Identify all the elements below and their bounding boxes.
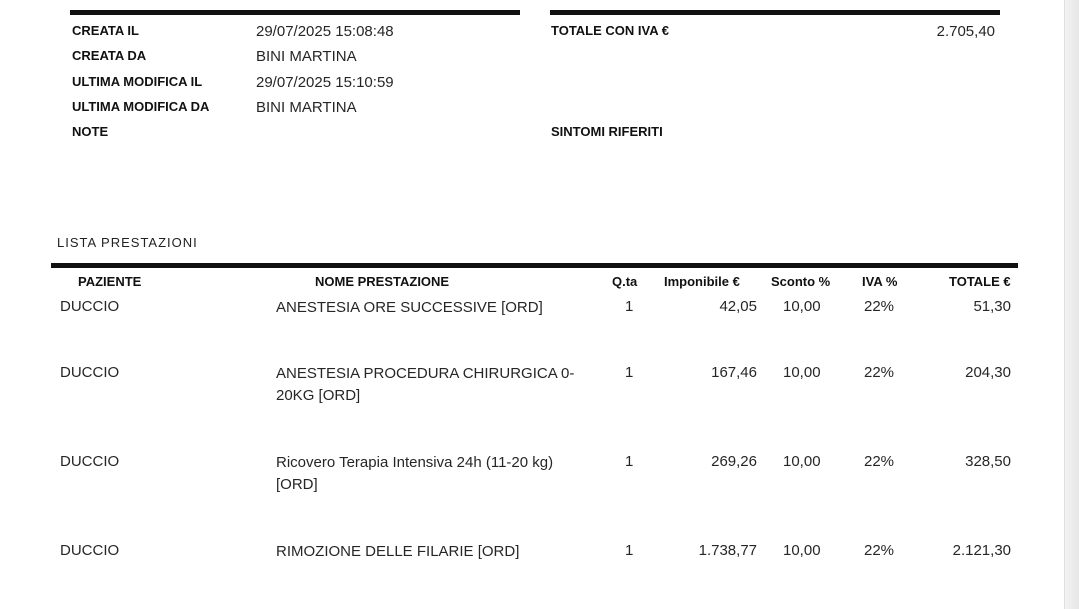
- row-qty: 1: [625, 453, 634, 470]
- total-label: TOTALE CON IVA €: [551, 23, 669, 38]
- modified-on-label: ULTIMA MODIFICA IL: [72, 74, 203, 89]
- row-service: Ricovero Terapia Intensiva 24h (11-20 kg) [ORD]: [276, 454, 554, 493]
- row-patient: DUCCIO: [60, 364, 120, 381]
- row-discount: 10,00: [783, 542, 821, 559]
- row-discount: 10,00: [783, 453, 821, 470]
- row-total: 2.121,30: [952, 542, 1011, 559]
- summary-top-rule: [550, 10, 1000, 15]
- row-qty: 1: [625, 542, 634, 559]
- row-total: 51,30: [973, 298, 1011, 315]
- header-vat: IVA %: [862, 274, 898, 289]
- total-value: 2.705,40: [936, 23, 995, 40]
- row-taxable: 42,05: [719, 298, 757, 315]
- row-service: ANESTESIA PROCEDURA CHIRURGICA 0-20KG [ORD]: [276, 365, 575, 404]
- meta-top-rule: [70, 10, 520, 15]
- row-taxable: 269,26: [711, 453, 757, 470]
- services-table-rule: [51, 263, 1018, 268]
- header-taxable: Imponibile €: [664, 274, 740, 289]
- row-total: 204,30: [965, 364, 1011, 381]
- page-edge: [1064, 0, 1079, 609]
- row-taxable: 1.738,77: [698, 542, 757, 559]
- row-patient: DUCCIO: [60, 542, 120, 559]
- notes-label: NOTE: [72, 124, 109, 139]
- created-by-value: BINI MARTINA: [256, 48, 357, 65]
- header-patient: PAZIENTE: [78, 274, 142, 289]
- symptoms-label: SINTOMI RIFERITI: [551, 124, 663, 139]
- header-qty: Q.ta: [612, 274, 638, 289]
- row-vat: 22%: [864, 453, 895, 470]
- header-discount: Sconto %: [771, 274, 831, 289]
- header-service: NOME PRESTAZIONE: [315, 274, 450, 289]
- services-title: LISTA PRESTAZIONI: [57, 235, 198, 250]
- row-service: ANESTESIA ORE SUCCESSIVE [ORD]: [276, 299, 543, 316]
- row-service: RIMOZIONE DELLE FILARIE [ORD]: [276, 543, 520, 560]
- header-total: TOTALE €: [949, 274, 1011, 289]
- created-on-label: CREATA IL: [72, 23, 139, 38]
- row-discount: 10,00: [783, 298, 821, 315]
- row-vat: 22%: [864, 542, 895, 559]
- row-patient: DUCCIO: [60, 453, 120, 470]
- row-taxable: 167,46: [711, 364, 757, 381]
- row-vat: 22%: [864, 364, 895, 381]
- row-qty: 1: [625, 364, 634, 381]
- row-qty: 1: [625, 298, 634, 315]
- row-patient: DUCCIO: [60, 298, 120, 315]
- row-discount: 10,00: [783, 364, 821, 381]
- created-on-value: 29/07/2025 15:08:48: [256, 23, 394, 40]
- row-total: 328,50: [965, 453, 1011, 470]
- modified-by-value: BINI MARTINA: [256, 99, 357, 116]
- row-vat: 22%: [864, 298, 895, 315]
- modified-by-label: ULTIMA MODIFICA DA: [72, 99, 210, 114]
- created-by-label: CREATA DA: [72, 48, 147, 63]
- modified-on-value: 29/07/2025 15:10:59: [256, 74, 394, 91]
